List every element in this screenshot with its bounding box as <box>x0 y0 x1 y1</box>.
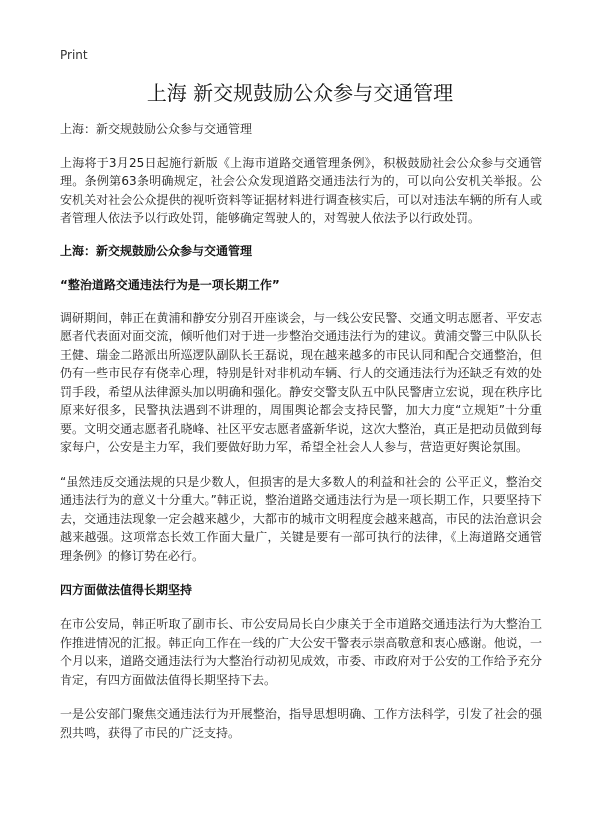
body-paragraph-4: 一是公安部门聚焦交通违法行为开展整治，指导思想明确、工作方法科学，引发了社会的强烈共鸣，获得了市民的广泛支持。 <box>60 707 542 740</box>
print-link[interactable]: Print <box>60 48 88 62</box>
body-paragraph-3: 在市公安局，韩正听取了副市长、市公安局局长白少康关于全市道路交通违法行为大整治工作推进情况的汇报。韩正向工作在一线的广大公安干警表示崇高敬意和衷心感谢。他说，一个月以来，道路交通违法行为大整治行动初见成效，市委、市政府对于公安的工作给予充分肯定，有四方面做法值得长期坚持下去。 <box>60 617 542 687</box>
section-heading-1: 上海：新交规鼓励公众参与交通管理 <box>60 243 253 258</box>
section-heading-2: “整治道路交通违法行为是一项长期工作” <box>60 277 280 292</box>
article-title: 上海 新交规鼓励公众参与交通管理 <box>146 81 454 105</box>
article-subtitle: 上海：新交规鼓励公众参与交通管理 <box>60 122 253 136</box>
section-heading-3: 四方面做法值得长期坚持 <box>60 583 193 597</box>
body-paragraph-1: 调研期间，韩正在黄浦和静安分别召开座谈会，与一线公安民警、交通文明志愿者、平安志愿者代表面对面交流，倾听他们对于进一步整治交通违法行为的建议。黄浦交警三中队队长王健、瑞金二路派出所巡逻队副队长王磊说，现在越来越多的市民认同和配合交通整治，但仍有一些市民存有侥幸心理，特别是针对非机动车辆、行人的交通违法行为还缺乏有效的处罚手段，希望从法律源头加以明确和强化。静安交警支队五中队民警唐立宏说，现在秩序比原来好很多，民警执法遇到不讲理的，周围舆论都会支持民警，加大力度“立规矩”十分重要。文明交通志愿者孔晓峰、社区平安志愿者盛新华说，这次大整治，真正是把动员做到每家每户，公安是主力军，我们要做好助力军，希望全社会人人参与，营造更好舆论氛围。 <box>60 310 542 454</box>
article-body <box>60 120 542 758</box>
body-paragraph-2: “虽然违反交通法规的只是少数人，但损害的是大多数人的利益和社会的 公平正义，整治交通违法行为的意义十分重大。”韩正说，整治道路交通违法行为是一项长期工作，只要坚持下去，交通违法现象一定会越来越少，大都市的城市文明程度会越来越高，市民的法治意识会越来越强。这项常态长效工作面大量广，关键是要有一部可执行的法律，《上海道路交通管理条例》的修订势在必行。 <box>60 474 542 563</box>
intro-paragraph: 上海将于3月25日起施行新版《上海市道路交通管理条例》，积极鼓励社会公众参与交通管理。条例第63条明确规定，社会公众发现道路交通违法行为的，可以向公安机关举报。公安机关对社会公众提供的视听资料等证据材料进行调查核实后，可以对违法车辆的所有人或者管理人依法予以行政处罚，能够确定驾驶人的，对驾驶人依法予以行政处罚。 <box>60 155 542 225</box>
